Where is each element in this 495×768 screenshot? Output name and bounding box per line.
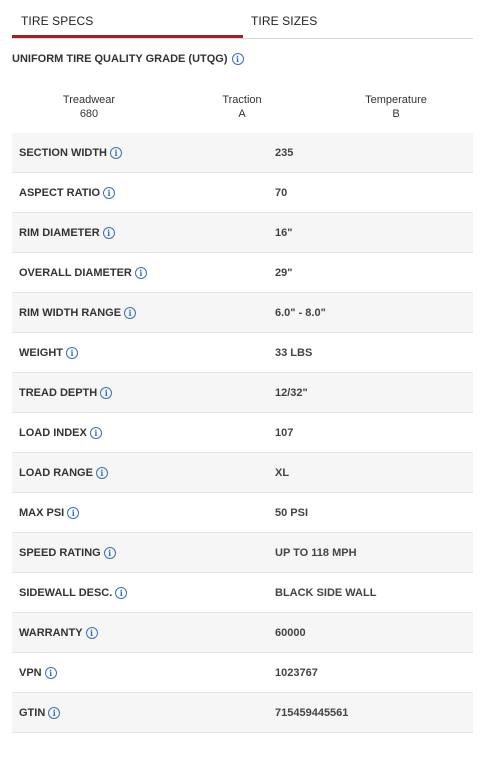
spec-row-warranty <box>12 613 473 653</box>
spec-row-load-index <box>12 413 473 453</box>
spec-value: UP TO 118 MPH <box>275 546 357 559</box>
tab-tire-specs[interactable]: TIRE SPECS <box>21 14 94 28</box>
utqg-title: UNIFORM TIRE QUALITY GRADE (UTQG) <box>12 53 228 65</box>
info-icon[interactable]: i <box>45 667 57 679</box>
utqg-traction <box>182 93 302 121</box>
spec-value: 16" <box>275 226 293 239</box>
tab-bar <box>12 0 473 39</box>
spec-row-max-psi <box>12 493 473 533</box>
spec-row-rim-width-range <box>12 293 473 333</box>
spec-row-gtin <box>12 693 473 733</box>
spec-list <box>12 133 473 733</box>
spec-label: RIM DIAMETER <box>19 226 100 239</box>
spec-label: SECTION WIDTH <box>19 146 107 159</box>
grade-value: 680 <box>79 108 99 120</box>
spec-row-sidewall-desc <box>12 573 473 613</box>
tab-tire-sizes[interactable]: TIRE SIZES <box>251 14 318 28</box>
spec-row-section-width <box>12 133 473 173</box>
info-icon[interactable]: i <box>232 53 244 65</box>
spec-label: WEIGHT <box>19 346 63 359</box>
info-icon[interactable]: i <box>103 187 115 199</box>
spec-label: RIM WIDTH RANGE <box>19 306 122 319</box>
info-icon[interactable]: i <box>96 467 108 479</box>
spec-value: 6.0" - 8.0" <box>275 306 326 319</box>
spec-label: TREAD DEPTH <box>19 386 98 399</box>
info-icon[interactable]: i <box>48 707 60 719</box>
info-icon[interactable]: i <box>86 627 98 639</box>
spec-label: LOAD INDEX <box>19 426 87 439</box>
spec-row-load-range <box>12 453 473 493</box>
spec-label: WARRANTY <box>19 626 83 639</box>
grade-value: B <box>392 108 400 120</box>
spec-value: BLACK SIDE WALL <box>275 586 377 599</box>
spec-label: GTIN <box>19 706 46 719</box>
spec-row-weight <box>12 333 473 373</box>
spec-value: 70 <box>275 186 288 199</box>
spec-value: 715459445561 <box>275 706 349 719</box>
spec-label: OVERALL DIAMETER <box>19 266 132 279</box>
spec-label: MAX PSI <box>19 506 65 519</box>
spec-value: 33 LBS <box>275 346 313 359</box>
spec-label: SIDEWALL DESC. <box>19 586 113 599</box>
active-tab-indicator <box>12 35 243 38</box>
spec-row-vpn <box>12 653 473 693</box>
spec-row-speed-rating <box>12 533 473 573</box>
info-icon[interactable]: i <box>124 307 136 319</box>
spec-value: 12/32" <box>275 386 308 399</box>
spec-row-overall-diameter <box>12 253 473 293</box>
spec-row-aspect-ratio <box>12 173 473 213</box>
spec-label: SPEED RATING <box>19 546 101 559</box>
info-icon[interactable]: i <box>66 347 78 359</box>
spec-value: 107 <box>275 426 294 439</box>
info-icon[interactable]: i <box>90 427 102 439</box>
spec-value: 1023767 <box>275 666 318 679</box>
spec-value: 50 PSI <box>275 506 309 519</box>
spec-value: XL <box>275 466 290 479</box>
spec-row-tread-depth <box>12 373 473 413</box>
info-icon[interactable]: i <box>67 507 79 519</box>
grade-value: A <box>238 108 246 120</box>
spec-label: LOAD RANGE <box>19 466 93 479</box>
grade-label: Temperature <box>365 94 427 106</box>
info-icon[interactable]: i <box>115 587 127 599</box>
info-icon[interactable]: i <box>100 387 112 399</box>
grade-label: Treadwear <box>62 94 116 106</box>
info-icon[interactable]: i <box>135 267 147 279</box>
spec-row-rim-diameter <box>12 213 473 253</box>
info-icon[interactable]: i <box>103 227 115 239</box>
spec-value: 60000 <box>275 626 306 639</box>
spec-value: 235 <box>275 146 294 159</box>
spec-label: VPN <box>19 666 42 679</box>
utqg-temperature <box>336 93 456 121</box>
spec-label: ASPECT RATIO <box>19 186 101 199</box>
info-icon[interactable]: i <box>104 547 116 559</box>
utqg-treadwear <box>29 93 149 121</box>
spec-value: 29" <box>275 266 293 279</box>
grade-label: Traction <box>222 94 262 106</box>
info-icon[interactable]: i <box>110 147 122 159</box>
utqg-heading <box>12 53 244 65</box>
